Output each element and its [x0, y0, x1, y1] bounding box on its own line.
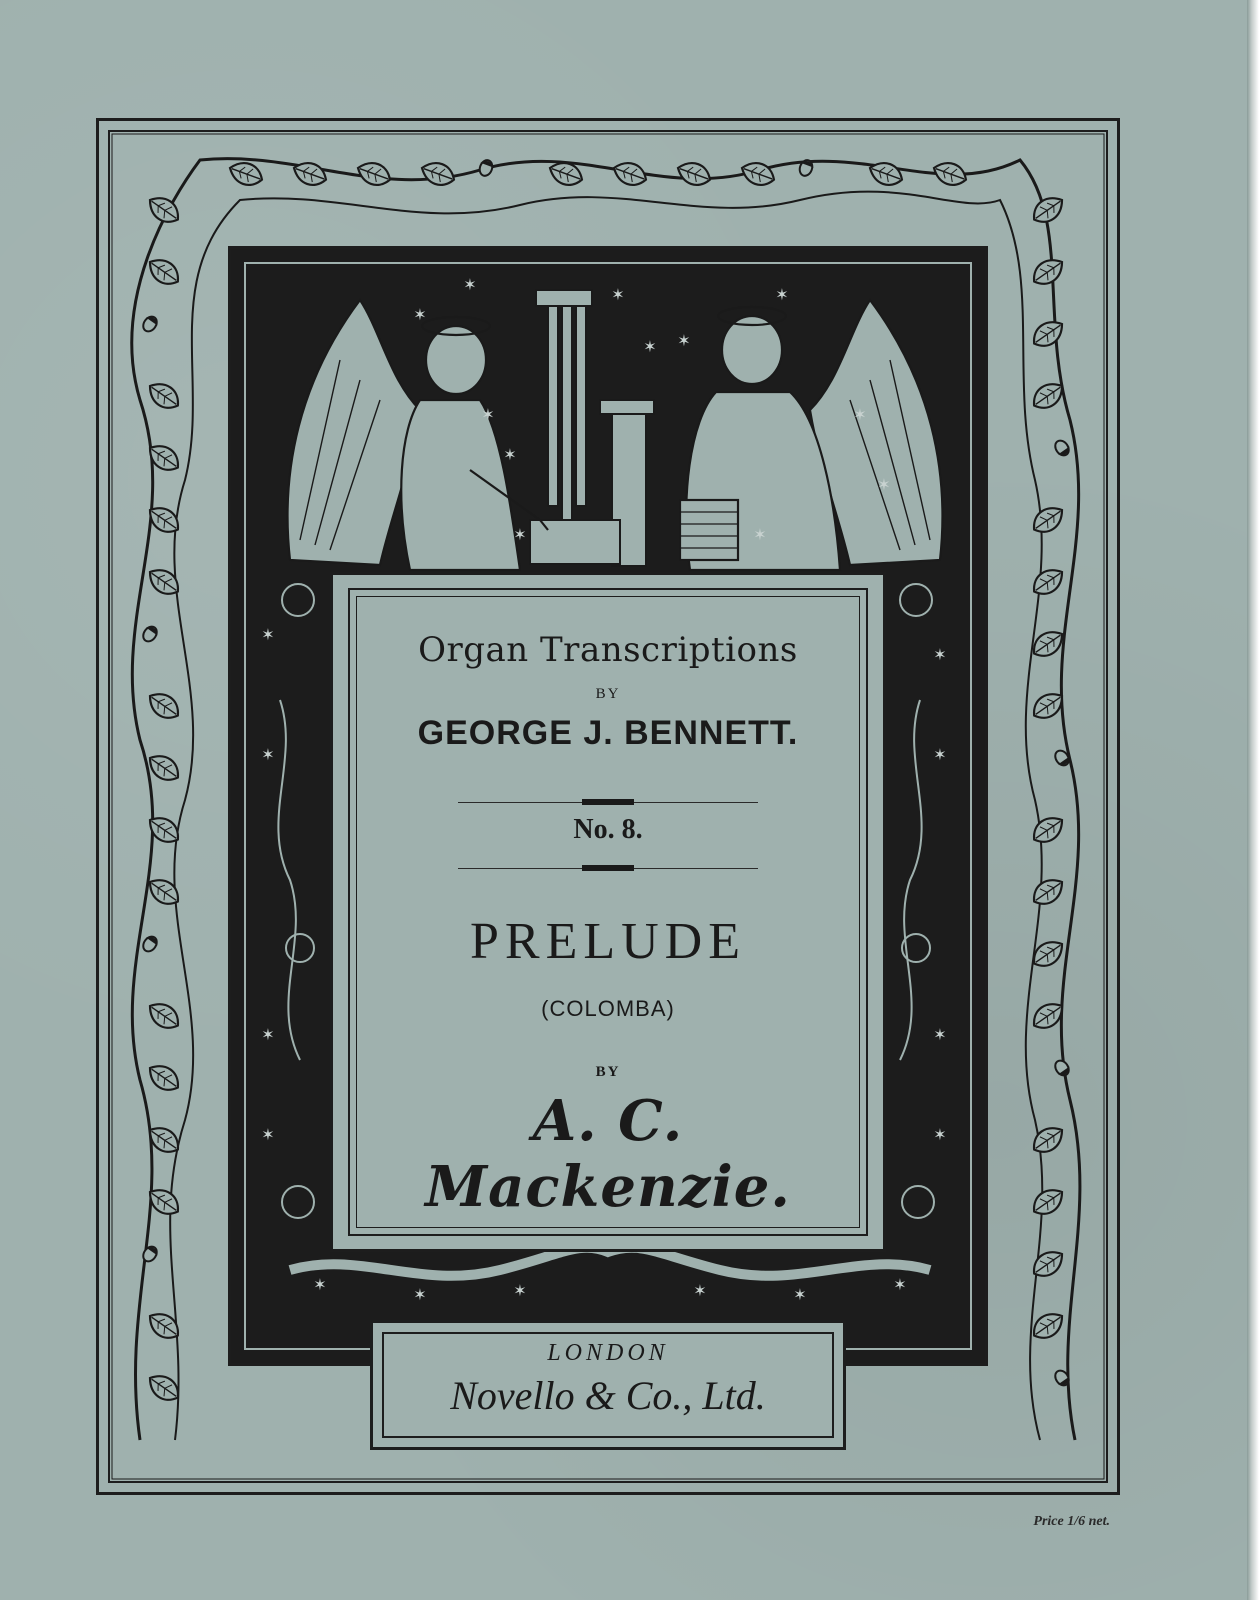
star-icon: ✶ — [413, 1287, 427, 1304]
star-icon: ✶ — [933, 647, 947, 664]
star-icon: ✶ — [261, 627, 275, 644]
publisher-name: Novello & Co., Ltd. — [450, 1373, 766, 1418]
star-icon: ✶ — [933, 1027, 947, 1044]
star-icon: ✶ — [481, 407, 495, 424]
star-icon: ✶ — [261, 747, 275, 764]
star-icon: ✶ — [893, 1277, 907, 1294]
series-title: Organ Transcriptions — [418, 630, 798, 670]
star-icon: ✶ — [877, 477, 891, 494]
composer-name: A. C. Mackenzie. — [425, 1088, 791, 1220]
star-icon: ✶ — [261, 1127, 275, 1144]
star-icon: ✶ — [677, 333, 691, 350]
star-icon: ✶ — [261, 1027, 275, 1044]
star-icon: ✶ — [793, 1287, 807, 1304]
work-subtitle: (COLOMBA) — [541, 996, 675, 1021]
star-icon: ✶ — [503, 447, 517, 464]
star-icon: ✶ — [413, 307, 427, 324]
star-icon: ✶ — [611, 287, 625, 304]
star-icon: ✶ — [753, 527, 767, 544]
arranger-name: GEORGE J. BENNETT. — [417, 714, 799, 752]
publisher-city: LONDON — [547, 1340, 669, 1366]
issue-number: No. 8. — [573, 814, 643, 845]
star-icon: ✶ — [313, 1277, 327, 1294]
price-label: Price 1/6 net. — [1033, 1514, 1110, 1529]
star-icon: ✶ — [643, 339, 657, 356]
work-title: PRELUDE — [470, 913, 746, 970]
star-icon: ✶ — [933, 747, 947, 764]
star-icon: ✶ — [853, 407, 867, 424]
star-icon: ✶ — [463, 277, 477, 294]
star-icon: ✶ — [693, 1283, 707, 1300]
star-icon: ✶ — [933, 1127, 947, 1144]
divider-bar-bottom — [582, 865, 634, 871]
by-label-arranger: BY — [595, 686, 621, 702]
star-icon: ✶ — [775, 287, 789, 304]
divider-bar-top — [582, 799, 634, 805]
by-label-composer: BY — [595, 1064, 621, 1080]
star-icon: ✶ — [513, 527, 527, 544]
star-icon: ✶ — [513, 1283, 527, 1300]
